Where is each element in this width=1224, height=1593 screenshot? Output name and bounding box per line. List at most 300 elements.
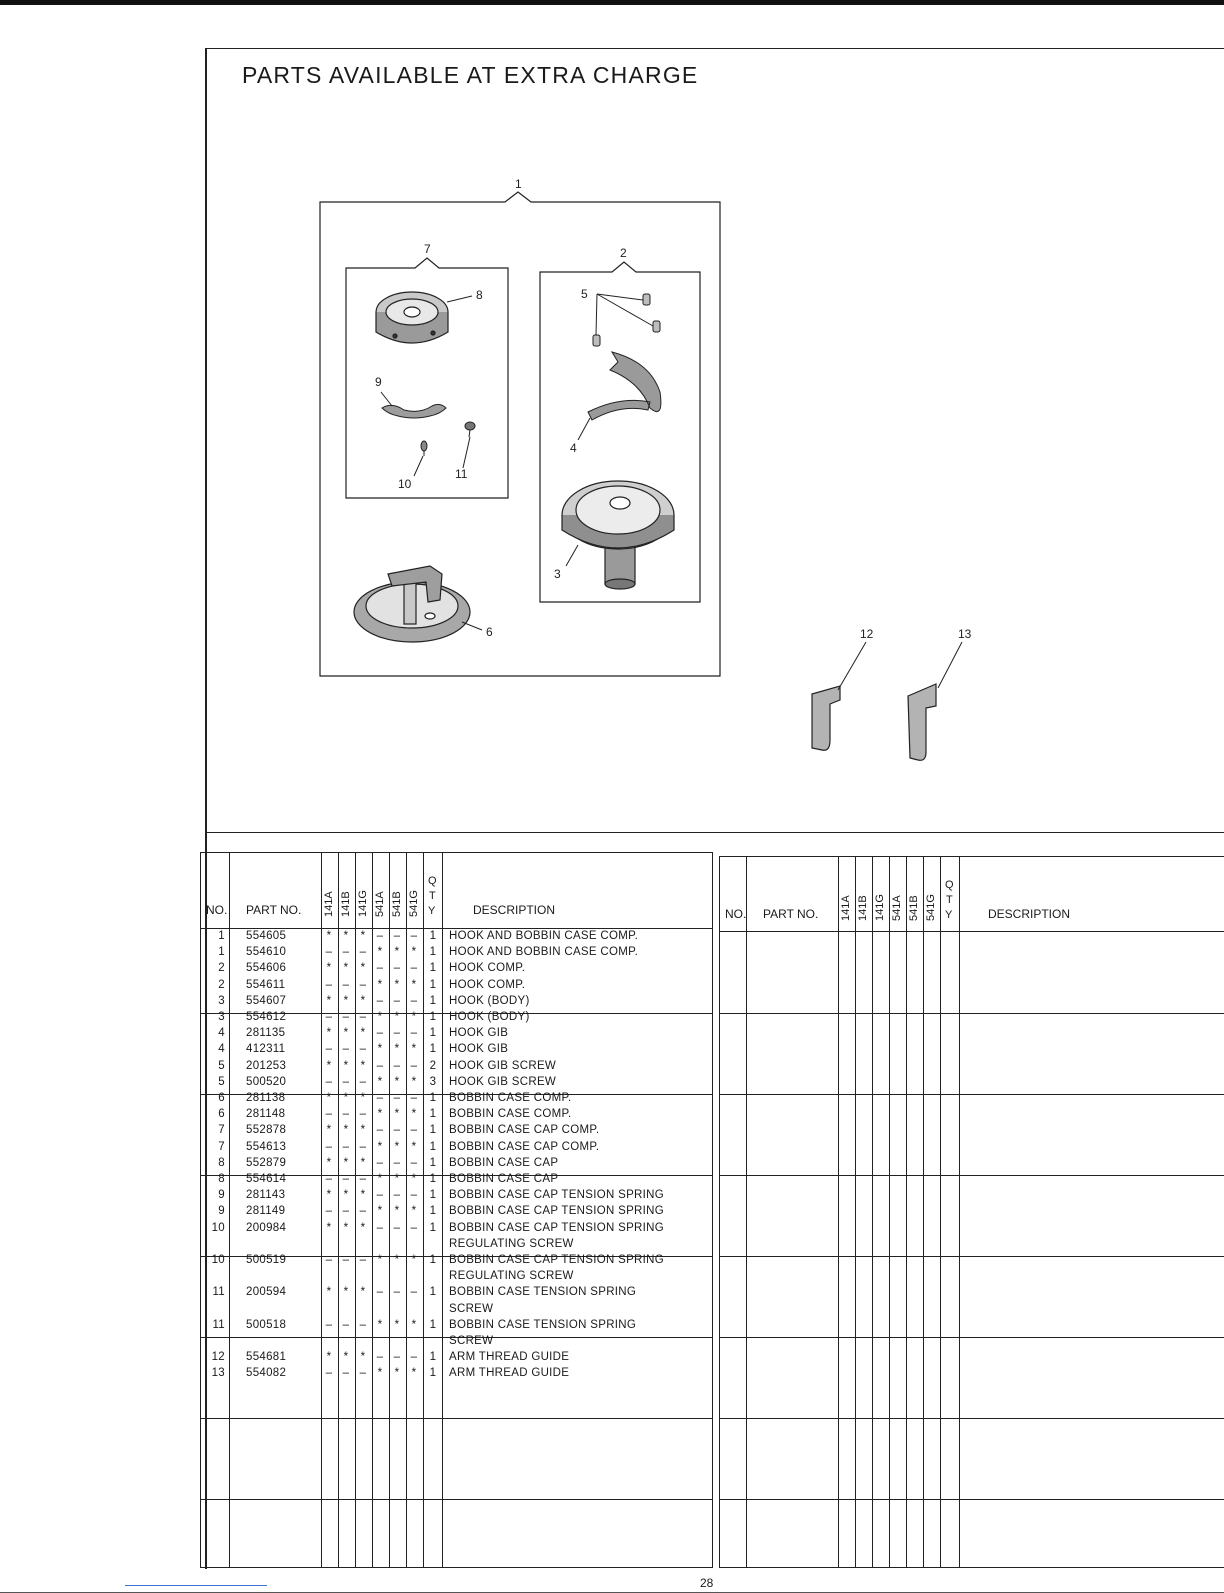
row-description: BOBBIN CASE CAP TENSION SPRING [449,1254,664,1266]
table-row [201,1367,712,1383]
row-model-mark: – [376,1286,384,1299]
row-model-mark: – [410,1092,418,1104]
parts-table-blank [719,856,1224,1568]
row-model-mark: * [360,1092,366,1104]
row-description: HOOK (BODY) [449,1011,530,1023]
row-no: 3 [218,1011,225,1023]
col-header-141b: 141B [340,891,352,917]
row-model-mark: * [360,1027,366,1040]
row-no: 5 [218,1075,225,1088]
row-model-mark: * [411,1075,417,1088]
row-model-mark: – [342,1043,350,1056]
row-model-mark: – [359,978,367,991]
row-no: 3 [218,994,225,1007]
row-part-no: 281143 [246,1189,286,1202]
row-no: 8 [218,1156,225,1169]
table-row [201,1108,712,1124]
row-model-mark: – [376,1221,384,1234]
row-model-mark: – [342,1075,350,1088]
row-model-mark: * [326,1059,332,1072]
blank-col-header-part-no: PART NO. [763,907,819,921]
row-model-mark: – [359,1367,367,1380]
row-model-mark: * [377,1367,383,1380]
row-model-mark: * [394,1140,400,1153]
col-header-541g: 541G [408,890,420,917]
row-model-mark: – [393,1027,401,1040]
row-model-mark: * [343,1189,349,1202]
row-part-no: 554607 [246,994,287,1007]
callout-11: 11 [455,467,468,481]
blank-col-header-141g: 141G [874,894,886,921]
row-description: BOBBIN CASE COMP. [449,1092,572,1104]
row-description: SCREW [449,1302,494,1315]
row-model-mark: – [376,1156,384,1169]
row-model-mark: – [325,1075,333,1088]
row-model-mark: – [393,1221,401,1234]
row-part-no: 500518 [246,1318,287,1331]
row-model-mark: * [411,1108,417,1121]
row-description: BOBBIN CASE CAP TENSION SPRING [449,1189,664,1202]
table-row [201,962,712,978]
part-13-arm-thread-guide [908,684,936,760]
row-model-mark: – [410,1156,418,1169]
part-5-gib-screws [593,294,660,346]
parts-table [200,852,713,1568]
part-9-tension-spring [382,404,446,418]
row-model-mark: * [343,1156,349,1169]
row-model-mark: – [342,1205,350,1218]
row-model-mark: – [376,1351,384,1364]
col-header-141a: 141A [323,891,335,917]
row-model-mark: – [376,930,384,942]
row-model-mark: – [359,1108,367,1121]
row-model-mark: – [393,1124,401,1137]
blank-col-header-541a: 541A [891,895,903,921]
part-8-bobbin-case-cap [376,292,448,343]
row-no: 9 [218,1205,225,1218]
table-row [201,979,712,995]
table-row [201,1351,712,1367]
row-model-mark: – [342,1108,350,1121]
row-model-mark: * [394,978,400,991]
row-model-mark: – [376,1027,384,1040]
row-model-mark: – [359,1173,367,1185]
table-row [201,930,712,946]
row-model-mark: * [377,1173,383,1185]
row-model-mark: – [342,1140,350,1153]
row-model-mark: * [343,1027,349,1040]
row-model-mark: * [377,1108,383,1121]
top-edge-bar [0,0,1224,5]
row-model-mark: – [359,1140,367,1153]
callout-8: 8 [476,288,483,302]
row-model-mark: * [343,1059,349,1072]
callout-9: 9 [375,375,382,389]
row-model-mark: – [393,930,401,942]
row-model-mark: – [342,978,350,991]
row-model-mark: – [342,1318,350,1331]
table-row [201,1205,712,1221]
row-no: 4 [218,1043,225,1056]
row-model-mark: – [359,1318,367,1331]
part-11-screw [465,422,475,437]
row-description: HOOK COMP. [449,962,526,975]
blank-col-header-qty-t: T [946,894,953,906]
row-part-no: 200984 [246,1221,287,1234]
row-model-mark: – [342,1254,350,1266]
row-model-mark: – [410,994,418,1007]
table-row [201,1157,712,1173]
row-no: 10 [211,1254,225,1266]
row-part-no: 552879 [246,1156,287,1169]
row-qty: 1 [429,1318,437,1331]
row-model-mark: * [360,1124,366,1137]
row-model-mark: – [410,1189,418,1202]
table-row [201,1027,712,1043]
row-model-mark: – [393,994,401,1007]
row-part-no: 554614 [246,1173,287,1185]
row-qty: 1 [429,930,437,942]
row-model-mark: * [411,1367,417,1380]
row-part-no: 500520 [246,1075,287,1088]
part-10-screw [421,441,427,456]
part-3-hook-body [562,481,674,589]
callout-4: 4 [570,441,577,455]
row-model-mark: * [360,962,366,975]
row-model-mark: * [394,1043,400,1056]
page-title: PARTS AVAILABLE AT EXTRA CHARGE [242,62,699,88]
row-model-mark: * [394,1367,400,1380]
row-model-mark: – [359,1075,367,1088]
row-model-mark: – [359,946,367,959]
row-model-mark: * [394,1318,400,1331]
row-description: HOOK COMP. [449,978,526,991]
row-model-mark: * [411,1140,417,1153]
col-header-qty-t: T [429,890,436,902]
row-description: HOOK (BODY) [449,994,530,1007]
row-model-mark: * [411,978,417,991]
row-model-mark: – [393,1092,401,1104]
row-model-mark: – [410,1221,418,1234]
part-4-hook-gib [588,352,661,420]
row-no: 2 [218,962,225,975]
row-no: 7 [218,1140,225,1153]
row-description: ARM THREAD GUIDE [449,1351,570,1364]
row-no: 8 [218,1173,225,1185]
row-model-mark: * [343,1351,349,1364]
table-row [201,1141,712,1157]
row-model-mark: * [326,930,332,942]
row-qty: 1 [429,1043,437,1056]
row-description: HOOK GIB SCREW [449,1075,557,1088]
row-model-mark: – [410,1059,418,1072]
row-part-no: 281148 [246,1108,286,1121]
row-description: REGULATING SCREW [449,1237,574,1250]
row-model-mark: – [359,1205,367,1218]
blank-col-header-description: DESCRIPTION [988,907,1071,921]
row-model-mark: * [343,1221,349,1234]
row-part-no: 554605 [246,930,287,942]
row-no: 10 [211,1221,225,1234]
row-description: BOBBIN CASE TENSION SPRING [449,1286,637,1299]
row-description: BOBBIN CASE CAP [449,1156,559,1169]
row-qty: 1 [429,1092,437,1104]
row-model-mark: * [377,978,383,991]
row-model-mark: * [411,946,417,959]
row-model-mark: * [360,930,366,942]
row-model-mark: * [343,1092,349,1104]
scan-edge-mark [125,1585,267,1586]
row-model-mark: * [326,994,332,1007]
row-model-mark: – [393,962,401,975]
row-model-mark: * [326,962,332,975]
row-qty: 1 [429,1011,437,1023]
callout-7: 7 [424,242,431,256]
row-model-mark: * [360,1351,366,1364]
row-model-mark: * [377,1205,383,1218]
row-model-mark: – [393,1351,401,1364]
row-qty: 1 [429,978,437,991]
page-number: 28 [700,1576,714,1590]
row-qty: 1 [429,1351,437,1364]
row-model-mark: * [343,1286,349,1299]
row-description: BOBBIN CASE CAP COMP. [449,1140,600,1153]
row-part-no: 412311 [246,1043,286,1056]
row-model-mark: * [360,1221,366,1234]
table-row [201,1060,712,1076]
row-model-mark: * [377,1043,383,1056]
row-model-mark: – [376,962,384,975]
col-header-description: DESCRIPTION [473,903,556,917]
row-part-no: 281149 [246,1205,286,1218]
row-part-no: 554611 [246,978,286,991]
row-model-mark: – [325,1254,333,1266]
row-model-mark: – [325,1108,333,1121]
row-model-mark: – [325,946,333,959]
row-part-no: 552878 [246,1124,287,1137]
row-model-mark: – [410,1124,418,1137]
row-part-no: 281138 [246,1092,286,1104]
row-model-mark: * [377,1140,383,1153]
row-qty: 1 [429,1124,437,1137]
callout-12: 12 [860,627,874,641]
row-part-no: 554681 [246,1351,287,1364]
row-model-mark: – [393,1059,401,1072]
callout-2: 2 [620,246,627,260]
col-header-141g: 141G [357,890,369,917]
row-qty: 1 [429,1367,437,1380]
row-model-mark: * [377,1011,383,1023]
row-model-mark: * [411,1318,417,1331]
row-description: BOBBIN CASE CAP TENSION SPRING [449,1205,664,1218]
row-model-mark: – [393,1286,401,1299]
blank-col-header-541b: 541B [908,895,920,921]
row-qty: 1 [429,1189,437,1202]
row-qty: 1 [429,1254,437,1266]
row-model-mark: * [377,1075,383,1088]
row-description: HOOK AND BOBBIN CASE COMP. [449,946,639,959]
row-description: REGULATING SCREW [449,1270,574,1283]
table-row [201,1092,712,1108]
row-description: BOBBIN CASE CAP COMP. [449,1124,600,1137]
row-model-mark: * [343,962,349,975]
row-model-mark: – [410,1286,418,1299]
row-qty: 1 [429,962,437,975]
row-description: HOOK GIB [449,1027,509,1040]
row-model-mark: * [411,1011,417,1023]
row-description: HOOK GIB SCREW [449,1059,557,1072]
table-row [201,1286,712,1318]
row-part-no: 200594 [246,1286,287,1299]
col-header-541a: 541A [374,891,386,917]
table-row [201,1011,712,1027]
row-description: BOBBIN CASE TENSION SPRING [449,1318,637,1331]
parts-illustration [200,160,1224,780]
row-qty: 1 [429,1173,437,1185]
row-description: SCREW [449,1334,494,1347]
row-model-mark: * [394,1254,400,1266]
row-model-mark: – [325,1011,333,1023]
row-description: BOBBIN CASE COMP. [449,1108,572,1121]
row-model-mark: – [376,1189,384,1202]
blank-col-header-141b: 141B [857,895,869,921]
row-qty: 3 [429,1075,437,1088]
table-row [201,1124,712,1140]
blank-col-header-541g: 541G [925,894,937,921]
row-model-mark: – [342,946,350,959]
row-model-mark: – [325,1173,333,1185]
row-model-mark: * [360,1156,366,1169]
row-no: 6 [218,1108,225,1121]
callout-1: 1 [515,177,522,191]
row-model-mark: – [342,1367,350,1380]
row-model-mark: – [325,1043,333,1056]
row-model-mark: * [377,1254,383,1266]
callout-3: 3 [554,567,561,581]
row-model-mark: * [326,1221,332,1234]
row-model-mark: – [376,1124,384,1137]
callout-13: 13 [958,627,972,641]
table-row [201,1254,712,1286]
row-part-no: 554610 [246,946,287,959]
row-model-mark: * [411,1254,417,1266]
row-model-mark: – [376,1059,384,1072]
row-no: 11 [212,1318,225,1331]
blank-col-header-no: NO. [725,907,747,921]
row-qty: 1 [429,1286,437,1299]
col-header-qty-y: Y [428,905,436,917]
row-qty: 1 [429,1140,437,1153]
row-model-mark: – [342,1173,350,1185]
row-no: 9 [218,1189,225,1202]
blank-col-header-qty-y: Y [945,909,953,921]
row-model-mark: * [326,1351,332,1364]
row-model-mark: – [359,1254,367,1266]
row-model-mark: – [376,1092,384,1104]
table-row [201,1319,712,1351]
row-model-mark: * [394,1108,400,1121]
row-part-no: 554613 [246,1140,287,1153]
row-description: ARM THREAD GUIDE [449,1367,570,1380]
row-model-mark: * [343,1124,349,1137]
row-model-mark: * [326,1027,332,1040]
row-model-mark: – [410,962,418,975]
row-model-mark: – [393,1156,401,1169]
row-model-mark: – [410,1351,418,1364]
row-model-mark: * [394,946,400,959]
row-model-mark: – [410,1027,418,1040]
row-part-no: 554612 [246,1011,287,1023]
row-model-mark: * [343,930,349,942]
row-model-mark: * [394,1205,400,1218]
col-header-541b: 541B [391,891,403,917]
table-row [201,946,712,962]
table-row [201,995,712,1011]
row-model-mark: – [325,1367,333,1380]
row-part-no: 554606 [246,962,287,975]
row-model-mark: * [326,1124,332,1137]
row-qty: 1 [429,1205,437,1218]
row-model-mark: – [376,994,384,1007]
row-model-mark: * [411,1043,417,1056]
part-12-arm-thread-guide [812,686,840,750]
row-qty: 1 [429,1156,437,1169]
col-header-part-no: PART NO. [246,903,302,917]
part-6-bobbin-case [354,566,470,642]
row-model-mark: – [393,1189,401,1202]
row-model-mark: * [326,1092,332,1104]
row-model-mark: * [394,1173,400,1185]
table-row [201,1222,712,1254]
row-no: 1 [218,946,225,959]
row-model-mark: – [410,930,418,942]
row-no: 2 [218,978,225,991]
row-no: 11 [212,1286,225,1299]
row-part-no: 554082 [246,1367,287,1380]
row-model-mark: – [325,978,333,991]
row-part-no: 281135 [246,1027,286,1040]
blank-col-header-141a: 141A [840,895,852,921]
row-no: 7 [218,1124,225,1137]
row-description: BOBBIN CASE CAP TENSION SPRING [449,1221,664,1234]
row-model-mark: * [411,1173,417,1185]
table-row [201,1189,712,1205]
row-model-mark: – [359,1043,367,1056]
row-model-mark: * [360,994,366,1007]
row-model-mark: * [326,1286,332,1299]
table-row [201,1173,712,1189]
row-model-mark: * [360,1059,366,1072]
row-qty: 1 [429,946,437,959]
row-model-mark: * [394,1075,400,1088]
row-model-mark: * [377,1318,383,1331]
row-no: 5 [218,1059,225,1072]
row-model-mark: * [326,1189,332,1202]
row-qty: 1 [429,1027,437,1040]
row-model-mark: * [377,946,383,959]
col-header-qty-q: Q [428,875,437,887]
row-no: 13 [211,1367,225,1380]
row-part-no: 500519 [246,1254,287,1266]
row-model-mark: * [360,1189,366,1202]
row-model-mark: * [394,1011,400,1023]
row-model-mark: * [360,1286,366,1299]
row-qty: 1 [429,1221,437,1234]
callout-10: 10 [398,477,412,491]
row-part-no: 201253 [246,1059,287,1072]
row-model-mark: – [342,1011,350,1023]
row-qty: 1 [429,1108,437,1121]
